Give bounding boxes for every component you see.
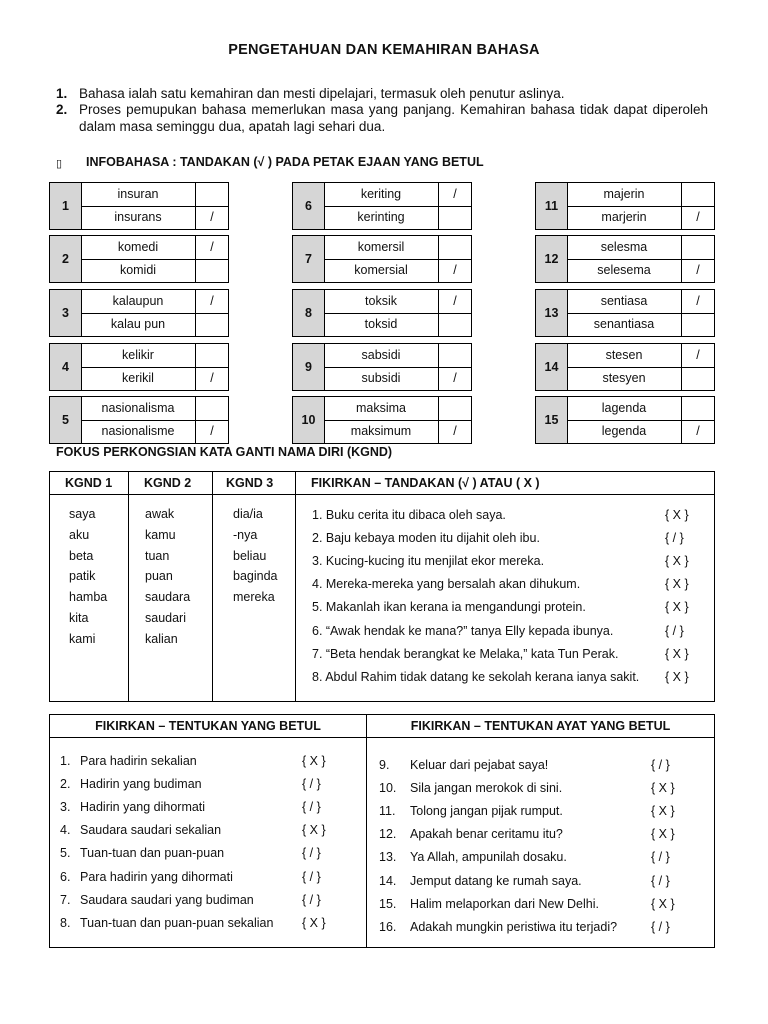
item-number: 5 (50, 397, 82, 443)
intro-point-2 (56, 101, 708, 135)
row-number: 5. (60, 846, 71, 861)
kgnd2-word: tuan (145, 548, 170, 563)
spelling-option-1 (567, 290, 714, 314)
spelling-word: lagenda (567, 397, 682, 420)
kgnd-question-row (312, 577, 707, 593)
row-number: 1. (60, 754, 71, 768)
row-number: 9. (379, 758, 390, 772)
kgnd1-word: beta (69, 548, 94, 563)
answer-mark: { / } (651, 873, 670, 888)
spelling-word: legenda (567, 420, 682, 443)
spelling-option-1 (81, 344, 228, 368)
kgnd1-word: kami (69, 631, 96, 646)
row-text: Para hadirin sekalian (80, 754, 197, 768)
row-number: 8. (60, 915, 71, 930)
kgnd2-word: saudara (145, 590, 191, 605)
kgnd-table (49, 471, 715, 702)
divider (295, 472, 296, 701)
tick-mark (682, 313, 714, 336)
answer-mark: { X } (302, 915, 326, 930)
answer-mark: { X } (665, 577, 689, 591)
kgnd3-word: dia/ia (233, 507, 263, 521)
spelling-item (535, 182, 715, 230)
item-number: 11 (536, 183, 568, 229)
tick-mark (196, 344, 228, 367)
tick-mark: / (696, 210, 700, 224)
item-number: 7 (293, 236, 325, 282)
row-text: Hadirin yang budiman (80, 777, 202, 792)
row-text: Hadirin yang dihormati (80, 800, 206, 815)
item-number: 15 (536, 397, 568, 443)
left-table-heading: FIKIRKAN – TENTUKAN YANG BETUL (50, 715, 366, 738)
kgnd2-word: saudari (145, 610, 186, 625)
tick-mark (682, 397, 714, 420)
answer-mark: { / } (302, 869, 321, 884)
tick-mark: / (210, 210, 214, 224)
spelling-option-1 (567, 344, 714, 368)
tick-mark (439, 206, 471, 229)
spelling-option-2 (567, 367, 714, 390)
answer-mark: { / } (651, 758, 670, 772)
spelling-item (49, 235, 229, 283)
answer-mark: { / } (302, 800, 321, 815)
kgnd1-list (69, 504, 107, 650)
row-number: 14. (379, 873, 397, 888)
answer-mark: { X } (651, 896, 675, 911)
spelling-item (292, 182, 472, 230)
kgnd1-word: saya (69, 507, 96, 521)
tick-mark (682, 367, 714, 390)
row-text: Halim melaporkan dari New Delhi. (410, 896, 599, 911)
tick-mark: / (210, 294, 214, 308)
spelling-option-1 (81, 236, 228, 260)
tick-mark (439, 236, 471, 259)
spelling-word: maksimum (324, 420, 439, 443)
spelling-option-1 (324, 344, 471, 368)
row-number: 10. (379, 781, 397, 796)
tick-mark: / (453, 294, 457, 308)
spelling-option-2 (81, 259, 228, 282)
spelling-word: toksik (324, 290, 439, 313)
answer-mark: { / } (665, 624, 684, 638)
item-number: 4 (50, 344, 82, 390)
tick-mark: / (696, 348, 700, 362)
intro-text: Proses pemupukan bahasa memerlukan masa yang panjang. Kemahiran bahasa tidak dapat diperoleh dalam masa seminggu dua, apatah lagi sehari dua. (79, 102, 708, 134)
spelling-option-1 (324, 183, 471, 207)
spelling-option-1 (81, 397, 228, 421)
spelling-word: stesen (567, 344, 682, 367)
kgnd3-word: beliau (233, 548, 267, 563)
row-text: Adakah mungkin peristiwa itu terjadi? (410, 919, 618, 934)
answer-mark: { X } (665, 508, 689, 522)
right-table-heading: FIKIRKAN – TENTUKAN AYAT YANG BETUL (367, 715, 714, 738)
question-text: 1. Buku cerita itu dibaca oleh saya. (312, 508, 506, 522)
tick-mark (439, 397, 471, 420)
item-number: 9 (293, 344, 325, 390)
row-number: 15. (379, 896, 397, 911)
spelling-option-2 (81, 206, 228, 229)
tentukan-yang-betul-table (49, 714, 367, 948)
row-text: Ya Allah, ampunilah dosaku. (410, 850, 567, 865)
kgnd3-word: -nya (233, 527, 258, 542)
kgnd2-word: kamu (145, 527, 176, 542)
spelling-word: senantiasa (567, 313, 682, 336)
spelling-word: subsidi (324, 367, 439, 390)
kgnd-heading: FOKUS PERKONGSIAN KATA GANTI NAMA DIRI (KGND) (56, 445, 393, 459)
spelling-word: komersil (324, 236, 439, 259)
intro-point-1 (56, 85, 708, 102)
answer-mark: { X } (665, 600, 689, 614)
spelling-option-2 (324, 313, 471, 336)
tick-mark: / (453, 371, 457, 385)
spelling-word: keriting (324, 183, 439, 206)
kgnd-question-row (312, 508, 707, 524)
answer-mark: { / } (665, 531, 684, 545)
spelling-word: selesema (567, 259, 682, 282)
question-text: 6. “Awak hendak ke mana?” tanya Elly kepada ibunya. (312, 624, 614, 638)
row-text: Para hadirin yang dihormati (80, 869, 233, 884)
tick-mark (196, 259, 228, 282)
intro-number: 2. (56, 102, 68, 117)
row-number: 4. (60, 823, 71, 838)
spelling-item (292, 396, 472, 444)
kgnd-question-row (312, 531, 707, 547)
question-text: 7. “Beta hendak berangkat ke Melaka,” kata Tun Perak. (312, 647, 619, 661)
question-text: 3. Kucing-kucing itu menjilat ekor mereka. (312, 554, 545, 568)
tick-mark (196, 183, 228, 206)
kgnd3-header: KGND 3 (226, 476, 274, 490)
question-text: 4. Mereka-mereka yang bersalah akan dihukum. (312, 577, 581, 591)
spelling-item (535, 343, 715, 391)
spelling-option-1 (81, 183, 228, 207)
spelling-option-2 (567, 420, 714, 443)
kgnd2-header: KGND 2 (144, 476, 192, 490)
answer-mark: { X } (651, 781, 675, 796)
tick-mark: / (210, 240, 214, 254)
tick-mark (682, 183, 714, 206)
spelling-word: nasionalisma (81, 397, 196, 420)
intro-number: 1. (56, 86, 68, 101)
item-number: 14 (536, 344, 568, 390)
item-number: 6 (293, 183, 325, 229)
item-number: 3 (50, 290, 82, 336)
answer-mark: { X } (651, 804, 675, 819)
kgnd-question-row (312, 554, 707, 570)
answer-mark: { X } (665, 554, 689, 568)
item-number: 12 (536, 236, 568, 282)
bullet-icon: ▯ (56, 158, 63, 170)
row-number: 16. (379, 919, 397, 934)
answer-mark: { X } (665, 670, 689, 684)
spelling-word: kerinting (324, 206, 439, 229)
kgnd2-word: kalian (145, 631, 178, 646)
tick-mark: / (210, 424, 214, 438)
kgnd2-word: awak (145, 507, 175, 521)
page-title: PENGETAHUAN DAN KEMAHIRAN BAHASA (228, 42, 540, 58)
spelling-word: kerikil (81, 367, 196, 390)
kgnd-question-row (312, 600, 707, 616)
tick-mark: / (696, 263, 700, 277)
row-text: Jemput datang ke rumah saya. (410, 873, 582, 888)
answer-mark: { X } (665, 647, 689, 661)
answer-mark: { X } (302, 823, 326, 838)
row-number: 7. (60, 892, 71, 907)
row-text: Sila jangan merokok di sini. (410, 781, 563, 796)
spelling-item (49, 396, 229, 444)
spelling-option-2 (567, 259, 714, 282)
spelling-word: selesma (567, 236, 682, 259)
spelling-word: komedi (81, 236, 196, 259)
kgnd1-header: KGND 1 (65, 476, 113, 490)
row-text: Apakah benar ceritamu itu? (410, 827, 563, 842)
kgnd3-word: baginda (233, 569, 278, 584)
spelling-word: stesyen (567, 367, 682, 390)
row-number: 11. (379, 804, 396, 819)
spelling-option-2 (81, 420, 228, 443)
spelling-option-2 (324, 259, 471, 282)
spelling-option-1 (567, 397, 714, 421)
spelling-word: marjerin (567, 206, 682, 229)
tick-mark: / (210, 371, 214, 385)
spelling-word: komidi (81, 259, 196, 282)
row-number: 12. (379, 827, 397, 842)
answer-mark: { / } (302, 846, 321, 861)
spelling-word: nasionalisme (81, 420, 196, 443)
spelling-item (49, 289, 229, 337)
spelling-option-2 (324, 420, 471, 443)
spelling-item (535, 396, 715, 444)
infobahasa-heading: INFOBAHASA : TANDAKAN (√ ) PADA PETAK EJAAN YANG BETUL (86, 155, 484, 169)
tick-mark: / (696, 424, 700, 438)
spelling-item (292, 235, 472, 283)
spelling-option-2 (81, 313, 228, 336)
kgnd-question-row (312, 624, 707, 640)
tick-mark: / (453, 424, 457, 438)
kgnd-question-row (312, 670, 707, 686)
spelling-word: insuran (81, 183, 196, 206)
spelling-word: toksid (324, 313, 439, 336)
row-number: 2. (60, 777, 71, 792)
kgnd1-word: kita (69, 610, 89, 625)
item-number: 2 (50, 236, 82, 282)
fikirkan-header: FIKIRKAN – TANDAKAN (√ ) ATAU ( X ) (311, 476, 540, 490)
spelling-item (535, 235, 715, 283)
spelling-option-1 (324, 397, 471, 421)
item-number: 1 (50, 183, 82, 229)
tick-mark (682, 236, 714, 259)
spelling-item (49, 343, 229, 391)
kgnd1-word: aku (69, 527, 90, 542)
spelling-item (292, 289, 472, 337)
answer-mark: { / } (651, 850, 670, 865)
tick-mark (439, 313, 471, 336)
spelling-option-1 (324, 290, 471, 314)
row-number: 6. (60, 869, 71, 884)
row-text: Tuan-tuan dan puan-puan (80, 846, 225, 861)
question-text: 2. Baju kebaya moden itu dijahit oleh ibu. (312, 531, 540, 545)
spelling-word: komersial (324, 259, 439, 282)
answer-mark: { X } (651, 827, 675, 842)
row-text: Tuan-tuan dan puan-puan sekalian (80, 915, 274, 930)
item-number: 13 (536, 290, 568, 336)
answer-mark: { / } (302, 892, 321, 907)
divider (128, 472, 129, 701)
tick-mark (196, 313, 228, 336)
row-number: 13. (379, 850, 397, 865)
tick-mark (439, 344, 471, 367)
kgnd1-word: patik (69, 569, 96, 584)
question-text: 5. Makanlah ikan kerana ia mengandungi protein. (312, 600, 586, 614)
spelling-option-1 (81, 290, 228, 314)
divider (212, 472, 213, 701)
question-text: 8. Abdul Rahim tidak datang ke sekolah kerana ianya sakit. (312, 670, 640, 684)
item-number: 8 (293, 290, 325, 336)
answer-mark: { / } (302, 777, 321, 792)
spelling-option-2 (81, 367, 228, 390)
kgnd-header-row (50, 472, 714, 495)
kgnd3-list (233, 504, 278, 608)
spelling-word: insurans (81, 206, 196, 229)
tick-mark: / (453, 263, 457, 277)
spelling-item (292, 343, 472, 391)
kgnd3-word: mereka (233, 590, 275, 605)
kgnd1-word: hamba (69, 590, 108, 605)
tick-mark: / (453, 187, 457, 201)
spelling-option-2 (324, 206, 471, 229)
spelling-item (535, 289, 715, 337)
item-number: 10 (293, 397, 325, 443)
spelling-option-2 (567, 206, 714, 229)
spelling-item (49, 182, 229, 230)
row-text: Keluar dari pejabat saya! (410, 758, 549, 772)
row-text: Tolong jangan pijak rumput. (410, 804, 563, 819)
answer-mark: { X } (302, 754, 326, 768)
row-number: 3. (60, 800, 71, 815)
tentukan-ayat-yang-betul-table (366, 714, 715, 948)
row-text: Saudara saudari sekalian (80, 823, 222, 838)
spelling-word: sabsidi (324, 344, 439, 367)
spelling-word: kelikir (81, 344, 196, 367)
spelling-option-2 (324, 367, 471, 390)
spelling-option-1 (567, 236, 714, 260)
spelling-option-2 (567, 313, 714, 336)
tick-mark (196, 397, 228, 420)
spelling-word: kalau pun (81, 313, 196, 336)
spelling-option-1 (324, 236, 471, 260)
spelling-word: sentiasa (567, 290, 682, 313)
row-text: Saudara saudari yang budiman (80, 892, 254, 907)
kgnd-question-row (312, 647, 707, 663)
spelling-word: majerin (567, 183, 682, 206)
tick-mark: / (696, 294, 700, 308)
spelling-word: kalaupun (81, 290, 196, 313)
intro-text: Bahasa ialah satu kemahiran dan mesti dipelajari, termasuk oleh penutur aslinya. (79, 86, 565, 101)
kgnd2-list (145, 504, 190, 650)
spelling-word: maksima (324, 397, 439, 420)
answer-mark: { / } (651, 919, 670, 934)
kgnd2-word: puan (145, 569, 173, 584)
spelling-option-1 (567, 183, 714, 207)
